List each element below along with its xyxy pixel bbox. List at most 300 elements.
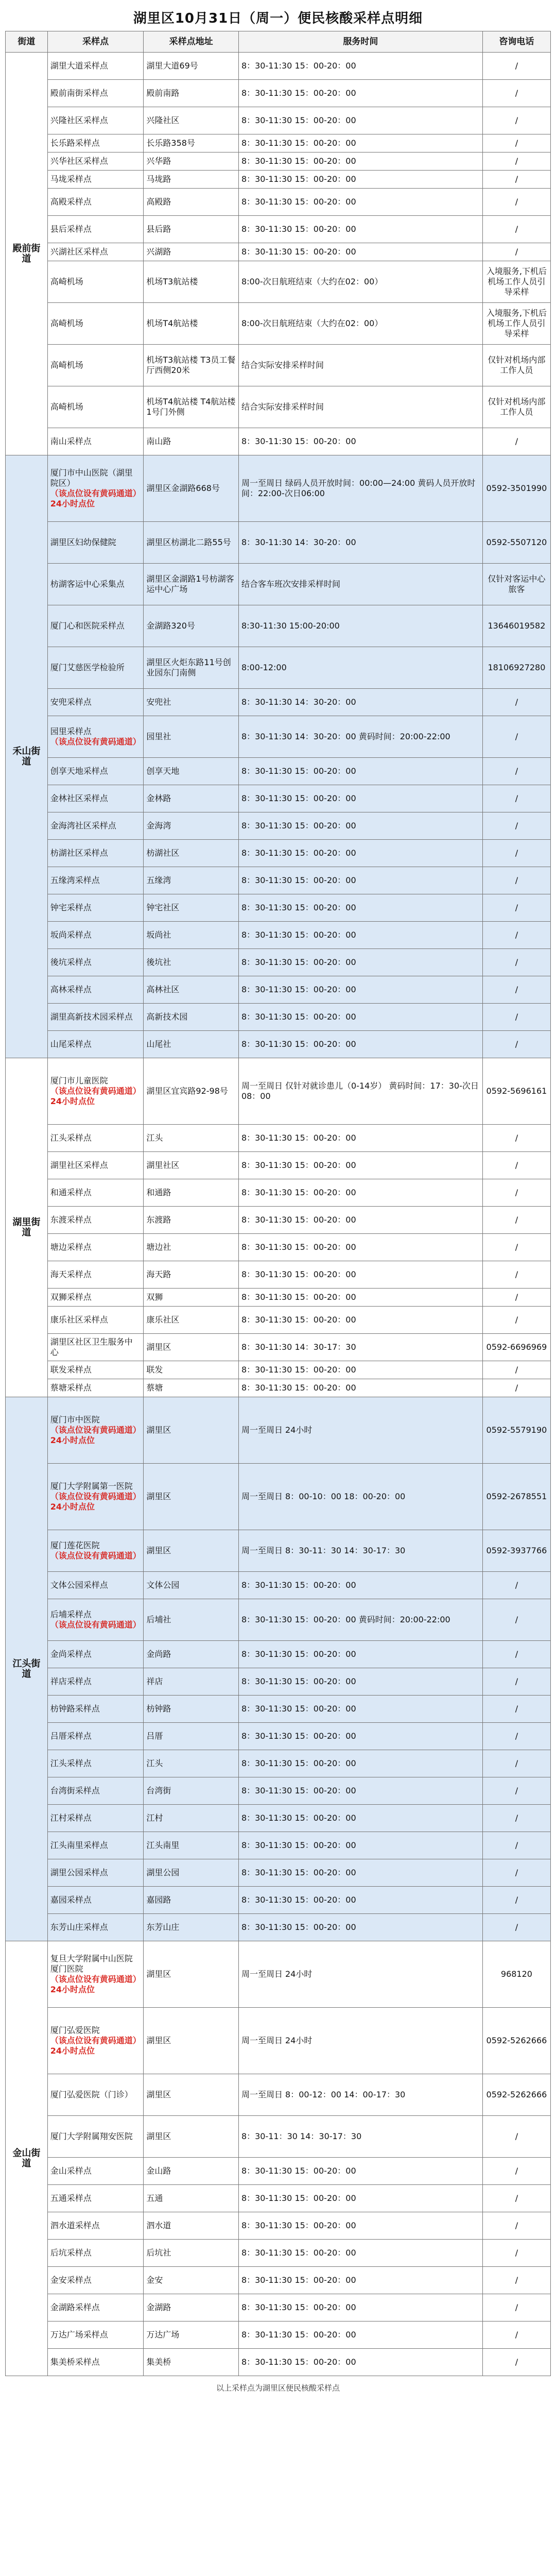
site-name-cell <box>47 1668 144 1696</box>
site-name: 高崎机场 <box>50 402 83 412</box>
service-time: 8：30-11:30 14：30-17：30 <box>238 1334 482 1361</box>
site-name: 南山采样点 <box>50 436 92 446</box>
contact-phone: / <box>482 949 550 976</box>
site-name-cell <box>47 522 144 564</box>
table-row <box>6 2349 551 2376</box>
contact-phone: 968120 <box>482 1941 550 2008</box>
table-row <box>6 2185 551 2212</box>
contact-phone: / <box>482 2349 550 2376</box>
table-row <box>6 1832 551 1859</box>
table-row <box>6 1334 551 1361</box>
header-street: 街道 <box>6 31 48 53</box>
table-row <box>6 1207 551 1234</box>
site-address: 祥店 <box>144 1668 239 1696</box>
contact-phone: / <box>482 1289 550 1307</box>
site-name-cell <box>47 455 144 522</box>
contact-phone: 仅针对机场内部工作人员 <box>482 386 550 428</box>
site-name: 后埔采样点 <box>50 1609 92 1619</box>
table-row <box>6 1572 551 1599</box>
site-name: 吕厝采样点 <box>50 1731 92 1741</box>
site-address: 湖里区 <box>144 1464 239 1530</box>
site-name: 江村采样点 <box>50 1813 92 1823</box>
header-address: 采样点地址 <box>144 31 239 53</box>
contact-phone: / <box>482 216 550 243</box>
contact-phone: / <box>482 1805 550 1832</box>
site-name-cell <box>47 1207 144 1234</box>
contact-phone: 0592-5696161 <box>482 1058 550 1125</box>
table-row <box>6 758 551 785</box>
contact-phone: / <box>482 1179 550 1207</box>
site-name-cell <box>47 1379 144 1397</box>
table-row <box>6 785 551 812</box>
site-name: 金安采样点 <box>50 2275 92 2285</box>
site-address: 嘉园路 <box>144 1887 239 1914</box>
site-name-cell <box>47 2185 144 2212</box>
site-name: 集美桥采样点 <box>50 2357 100 2367</box>
site-name-cell <box>47 80 144 107</box>
site-address: 高新技术园 <box>144 1004 239 1031</box>
site-address: 蔡塘 <box>144 1379 239 1397</box>
site-address: 高殿路 <box>144 189 239 216</box>
contact-phone: / <box>482 1004 550 1031</box>
site-address: 殿前南路 <box>144 80 239 107</box>
site-name: 金尚采样点 <box>50 1649 92 1659</box>
service-time: 8：30-11:30 15：00-20：00 <box>238 1668 482 1696</box>
service-time: 8：30-11:30 15：00-20：00 <box>238 1004 482 1031</box>
table-body <box>6 53 551 2376</box>
site-address: 湖里区宜宾路92-98号 <box>144 1058 239 1125</box>
table-row <box>6 1361 551 1379</box>
site-name: 枋湖社区采样点 <box>50 848 108 858</box>
site-address: 湖里公园 <box>144 1859 239 1887</box>
service-time: 8：30-11:30 15：00-20：00 <box>238 189 482 216</box>
site-address: 湖里区 <box>144 1397 239 1464</box>
site-address: 五缘湾 <box>144 867 239 894</box>
site-name: 厦门艾慈医学检验所 <box>50 663 125 672</box>
site-name-cell <box>47 386 144 428</box>
site-name: 兴隆社区采样点 <box>50 115 108 125</box>
site-name-cell <box>47 2321 144 2349</box>
table-row <box>6 1750 551 1777</box>
site-name-cell <box>47 1307 144 1334</box>
table-row <box>6 647 551 689</box>
site-address: 金海湾 <box>144 812 239 840</box>
site-name-cell <box>47 2074 144 2116</box>
table-row <box>6 345 551 386</box>
site-address: 万达广场 <box>144 2321 239 2349</box>
site-name-cell <box>47 2008 144 2074</box>
site-name-cell <box>47 922 144 949</box>
table-row <box>6 1859 551 1887</box>
site-address: 金山路 <box>144 2158 239 2185</box>
yellow-code-note: （该点位设有黄码通道）24小时点位 <box>50 1492 137 1512</box>
service-time: 周一至周日 8：00-10：00 18：00-20：00 <box>238 1464 482 1530</box>
site-name: 厦门市儿童医院 <box>50 1076 108 1086</box>
site-name: 湖里高新技术园采样点 <box>50 1012 133 1022</box>
yellow-code-note: （该点位设有黄码通道）24小时点位 <box>50 1425 137 1445</box>
contact-phone: / <box>482 1723 550 1750</box>
site-name: 江头采样点 <box>50 1133 92 1143</box>
site-address: 康乐社区 <box>144 1307 239 1334</box>
site-name-cell <box>47 976 144 1004</box>
site-name-cell <box>47 1361 144 1379</box>
service-time: 8：30-11：30 14：30-17：30 <box>238 2116 482 2158</box>
table-row <box>6 2267 551 2294</box>
table-row <box>6 1234 551 1261</box>
service-time: 8：30-11:30 15：00-20：00 <box>238 2267 482 2294</box>
table-row <box>6 1031 551 1058</box>
site-address: 安兜社 <box>144 689 239 716</box>
contact-phone: / <box>482 428 550 455</box>
site-name: 厦门大学附属翔安医院 <box>50 2131 133 2141</box>
site-name: 湖里社区采样点 <box>50 1160 108 1170</box>
site-name: 厦门市中山医院（湖里院区） <box>50 468 133 488</box>
site-name-cell <box>47 1289 144 1307</box>
site-name-cell <box>47 2267 144 2294</box>
table-row <box>6 1125 551 1152</box>
site-address: 后埔社 <box>144 1599 239 1641</box>
site-name: 万达广场采样点 <box>50 2330 108 2340</box>
site-address: 东渡路 <box>144 1207 239 1234</box>
contact-phone: / <box>482 2240 550 2267</box>
service-time: 8：30-11:30 15：00-20：00 <box>238 922 482 949</box>
site-name: 高崎机场 <box>50 318 83 328</box>
service-time: 8：30-11:30 15：00-20：00 <box>238 1261 482 1289</box>
table-row <box>6 840 551 867</box>
site-address: 湖里区 <box>144 2116 239 2158</box>
site-name: 兴湖社区采样点 <box>50 247 108 257</box>
site-name-cell <box>47 53 144 80</box>
contact-phone: 0592-6696969 <box>482 1334 550 1361</box>
table-row <box>6 1379 551 1397</box>
site-name: 嘉园采样点 <box>50 1895 92 1905</box>
site-name: 五缘湾采样点 <box>50 875 100 885</box>
table-row <box>6 2240 551 2267</box>
site-address: 园里社 <box>144 716 239 758</box>
service-time: 8：30-11:30 14：30-20：00 <box>238 522 482 564</box>
table-row <box>6 976 551 1004</box>
table-row <box>6 80 551 107</box>
site-name-cell <box>47 134 144 152</box>
site-name-cell <box>47 758 144 785</box>
site-address: 东芳山庄 <box>144 1914 239 1941</box>
service-time: 8：30-11:30 15：00-20：00 <box>238 1641 482 1668</box>
table-row <box>6 1307 551 1334</box>
site-address: 创享天地 <box>144 758 239 785</box>
table-row <box>6 303 551 345</box>
site-name: 蔡塘采样点 <box>50 1383 92 1393</box>
contact-phone: 0592-3937766 <box>482 1530 550 1572</box>
street-cell: 湖里街道 <box>6 1058 48 1397</box>
site-name: 金海湾社区采样点 <box>50 821 116 831</box>
table-row <box>6 867 551 894</box>
contact-phone: / <box>482 2267 550 2294</box>
site-name-cell <box>47 1914 144 1941</box>
service-time: 8：30-11:30 15：00-20：00 <box>238 107 482 134</box>
site-name-cell <box>47 2116 144 2158</box>
site-name-cell <box>47 894 144 922</box>
table-row <box>6 2321 551 2349</box>
site-name-cell <box>47 107 144 134</box>
site-name: 厦门市中医院 <box>50 1415 100 1425</box>
contact-phone: / <box>482 107 550 134</box>
site-name-cell <box>47 261 144 303</box>
site-address: 湖里区 <box>144 1530 239 1572</box>
site-address: 台湾街 <box>144 1777 239 1805</box>
site-name-cell <box>47 1832 144 1859</box>
table-row <box>6 189 551 216</box>
site-name: 金林社区采样点 <box>50 793 108 803</box>
street-cell: 禾山街道 <box>6 455 48 1058</box>
site-address: 湖里区 <box>144 1941 239 2008</box>
site-name-cell <box>47 1599 144 1641</box>
service-time: 8:30-11:30 15:00-20:00 <box>238 605 482 647</box>
contact-phone: / <box>482 1379 550 1397</box>
contact-phone: / <box>482 1887 550 1914</box>
site-address: 金安 <box>144 2267 239 2294</box>
site-address: 金湖路 <box>144 2294 239 2321</box>
site-address: 枋湖社区 <box>144 840 239 867</box>
service-time: 8:00-次日航班结束（大约在02：00） <box>238 261 482 303</box>
table-row <box>6 812 551 840</box>
site-name-cell <box>47 1179 144 1207</box>
contact-phone: / <box>482 922 550 949</box>
site-address: 文体公园 <box>144 1572 239 1599</box>
site-name: 山尾采样点 <box>50 1039 92 1049</box>
site-address: 后坑社 <box>144 2240 239 2267</box>
site-address: 枋钟路 <box>144 1696 239 1723</box>
site-name-cell <box>47 1887 144 1914</box>
site-address: 金林路 <box>144 785 239 812</box>
table-row <box>6 605 551 647</box>
site-name-cell <box>47 1058 144 1125</box>
header-phone: 咨询电话 <box>482 31 550 53</box>
site-name-cell <box>47 1777 144 1805</box>
service-time: 8：30-11:30 15：00-20：00 <box>238 2185 482 2212</box>
service-time: 8：30-11:30 15：00-20：00 <box>238 1914 482 1941</box>
site-name: 高林采样点 <box>50 985 92 994</box>
contact-phone: / <box>482 894 550 922</box>
site-name-cell <box>47 840 144 867</box>
site-address: 湖里区 <box>144 2008 239 2074</box>
contact-phone: / <box>482 1641 550 1668</box>
site-name: 马垅采样点 <box>50 174 92 184</box>
service-time: 周一至周日 24小时 <box>238 1941 482 2008</box>
site-name-cell <box>47 949 144 976</box>
site-address: 兴湖路 <box>144 243 239 261</box>
table-row <box>6 1914 551 1941</box>
contact-phone: / <box>482 1261 550 1289</box>
contact-phone: 18106927280 <box>482 647 550 689</box>
yellow-code-note: （该点位设有黄码通道） <box>50 737 141 747</box>
contact-phone: 0592-5262666 <box>482 2074 550 2116</box>
service-time: 周一至周日 24小时 <box>238 1397 482 1464</box>
table-row <box>6 922 551 949</box>
site-name: 高崎机场 <box>50 360 83 370</box>
site-address: 南山路 <box>144 428 239 455</box>
site-name: 江头采样点 <box>50 1758 92 1768</box>
contact-phone: 0592-5579190 <box>482 1397 550 1464</box>
contact-phone: / <box>482 758 550 785</box>
table-row <box>6 1530 551 1572</box>
site-name-cell <box>47 1530 144 1572</box>
table-row <box>6 1058 551 1125</box>
site-name-cell <box>47 1805 144 1832</box>
table-row <box>6 53 551 80</box>
table-row <box>6 894 551 922</box>
site-name-cell <box>47 1641 144 1668</box>
table-row <box>6 455 551 522</box>
contact-phone: / <box>482 1832 550 1859</box>
site-name: 後坑采样点 <box>50 957 92 967</box>
table-row <box>6 2212 551 2240</box>
contact-phone: 仅针对客运中心旅客 <box>482 564 550 605</box>
service-time: 8：30-11:30 15：00-20：00 <box>238 1750 482 1777</box>
site-name: 县后采样点 <box>50 224 92 234</box>
site-address: 长乐路358号 <box>144 134 239 152</box>
table-row <box>6 1179 551 1207</box>
service-time: 周一至周日 8：30-11：30 14：30-17：30 <box>238 1530 482 1572</box>
page-title: 湖里区10月31日（周一）便民核酸采样点明细 <box>133 11 423 26</box>
table-row <box>6 1805 551 1832</box>
table-row <box>6 1261 551 1289</box>
site-name-cell <box>47 867 144 894</box>
yellow-code-note: （该点位设有黄码通道）24小时点位 <box>50 1086 137 1106</box>
contact-phone: / <box>482 1361 550 1379</box>
yellow-code-note: （该点位设有黄码通道）24小时点位 <box>50 1974 137 1994</box>
table-row <box>6 716 551 758</box>
service-time: 8：30-11:30 15：00-20：00 <box>238 1572 482 1599</box>
service-time: 结合实际安排采样时间 <box>238 345 482 386</box>
site-name-cell <box>47 1397 144 1464</box>
site-name: 兴华社区采样点 <box>50 156 108 166</box>
site-name: 厦门弘爱医院（门诊） <box>50 2090 133 2099</box>
yellow-code-note: （该点位设有黄码通道）24小时点位 <box>50 488 137 509</box>
contact-phone: 0592-3501990 <box>482 455 550 522</box>
table-row <box>6 564 551 605</box>
table-row <box>6 2008 551 2074</box>
site-address: 马垅路 <box>144 171 239 189</box>
site-name: 海天采样点 <box>50 1269 92 1279</box>
table-row <box>6 171 551 189</box>
site-address: 坂尚社 <box>144 922 239 949</box>
service-time: 8：30-11:30 15：00-20：00 <box>238 1307 482 1334</box>
site-name-cell <box>47 1859 144 1887</box>
contact-phone: / <box>482 1234 550 1261</box>
site-name-cell <box>47 716 144 758</box>
site-address: 湖里大道69号 <box>144 53 239 80</box>
table-row <box>6 1464 551 1530</box>
site-address: 钟宅社区 <box>144 894 239 922</box>
contact-phone: / <box>482 1696 550 1723</box>
contact-phone: / <box>482 1777 550 1805</box>
site-name: 钟宅采样点 <box>50 903 92 912</box>
table-row <box>6 1723 551 1750</box>
contact-phone: / <box>482 53 550 80</box>
site-name-cell <box>47 171 144 189</box>
service-time: 8：30-11:30 15：00-20：00 <box>238 1207 482 1234</box>
site-name-cell <box>47 152 144 171</box>
site-name: 五通采样点 <box>50 2193 92 2203</box>
site-name-cell <box>47 303 144 345</box>
site-address: 五通 <box>144 2185 239 2212</box>
site-name: 联发采样点 <box>50 1365 92 1375</box>
site-name: 长乐路采样点 <box>50 138 100 148</box>
service-time: 周一至周日 8：00-12：00 14：00-17：30 <box>238 2074 482 2116</box>
site-address: 集美桥 <box>144 2349 239 2376</box>
contact-phone: 0592-2678551 <box>482 1464 550 1530</box>
service-time: 8：30-11:30 15：00-20：00 <box>238 2240 482 2267</box>
site-address: 湖里区 <box>144 1334 239 1361</box>
site-address: 和通路 <box>144 1179 239 1207</box>
service-time: 8：30-11:30 15：00-20：00 <box>238 2294 482 2321</box>
table-row <box>6 1777 551 1805</box>
table-row <box>6 2158 551 2185</box>
service-time: 8：30-11:30 15：00-20：00 <box>238 1379 482 1397</box>
table-row <box>6 2294 551 2321</box>
service-time: 8：30-11:30 15：00-20：00 <box>238 949 482 976</box>
site-name-cell <box>47 1125 144 1152</box>
yellow-code-note: （该点位设有黄码通道）24小时点位 <box>50 2036 137 2056</box>
service-time: 8：30-11:30 15：00-20：00 <box>238 812 482 840</box>
contact-phone: / <box>482 689 550 716</box>
site-address: 金湖路320号 <box>144 605 239 647</box>
contact-phone: / <box>482 1572 550 1599</box>
yellow-code-note: （该点位设有黄码通道） <box>50 1551 141 1561</box>
table-row <box>6 1152 551 1179</box>
site-name-cell <box>47 1334 144 1361</box>
service-time: 8：30-11:30 15：00-20：00 <box>238 53 482 80</box>
street-cell: 殿前街道 <box>6 53 48 455</box>
service-time: 8：30-11:30 15：00-20：00 <box>238 1031 482 1058</box>
site-name-cell <box>47 1572 144 1599</box>
service-time: 8：30-11:30 14：30-20：00 <box>238 689 482 716</box>
table-row <box>6 1696 551 1723</box>
table-row <box>6 1004 551 1031</box>
sampling-sites-table <box>5 31 551 2376</box>
site-name-cell <box>47 2212 144 2240</box>
contact-phone: / <box>482 171 550 189</box>
service-time: 8：30-11:30 15：00-20：00 <box>238 428 482 455</box>
contact-phone: / <box>482 840 550 867</box>
service-time: 8：30-11:30 15：00-20：00 <box>238 216 482 243</box>
site-name: 湖里区社区卫生服务中心 <box>50 1337 133 1357</box>
site-name: 高殿采样点 <box>50 197 92 207</box>
table-row <box>6 689 551 716</box>
contact-phone: / <box>482 189 550 216</box>
service-time: 周一至周日 24小时 <box>238 2008 482 2074</box>
site-name-cell <box>47 812 144 840</box>
site-name-cell <box>47 1750 144 1777</box>
table-row <box>6 1941 551 2008</box>
contact-phone: / <box>482 976 550 1004</box>
site-name-cell <box>47 428 144 455</box>
site-name-cell <box>47 564 144 605</box>
site-address: 湖里社区 <box>144 1152 239 1179</box>
contact-phone: / <box>482 1031 550 1058</box>
contact-phone: / <box>482 80 550 107</box>
site-address: 後坑社 <box>144 949 239 976</box>
service-time: 8：30-11:30 14：30-20：00 黄码时间：20:00-22:00 <box>238 716 482 758</box>
contact-phone: 入境服务,下机后机场工作人员引导采样 <box>482 261 550 303</box>
site-address: 山尾社 <box>144 1031 239 1058</box>
table-row <box>6 949 551 976</box>
service-time: 8：30-11:30 15：00-20：00 <box>238 1723 482 1750</box>
service-time: 周一至周日 绿码人员开放时间：00:00—24:00 黄码人员开放时间：22:00-次日06:00 <box>238 455 482 522</box>
site-name: 创享天地采样点 <box>50 766 108 776</box>
table-row <box>6 522 551 564</box>
site-address: 吕厝 <box>144 1723 239 1750</box>
